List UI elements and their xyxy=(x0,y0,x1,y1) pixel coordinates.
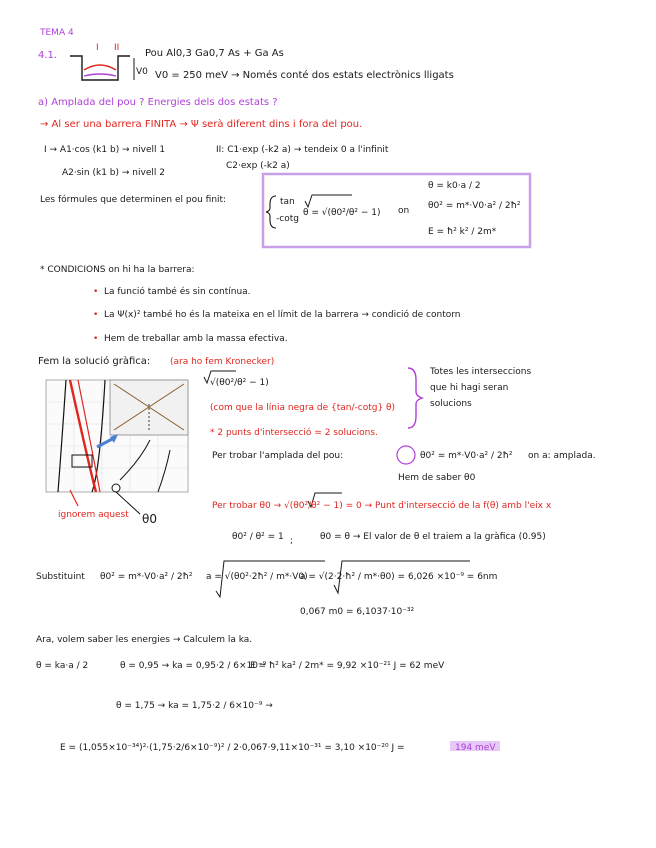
item-number: 4.1. xyxy=(38,50,58,61)
amplitude-tail: on a: amplada. xyxy=(528,451,596,461)
conditions-title: * CONDICIONS on hi ha la barrera: xyxy=(40,265,195,275)
side-brace xyxy=(408,368,422,428)
graphic-eq: √(θ0²/θ² − 1) xyxy=(210,378,269,388)
calc-a-result: a = √(2·2·ħ² / m*·θ0) = 6,026 ×10⁻⁹ = 6nm xyxy=(300,572,498,582)
well-label-2: II xyxy=(114,43,120,53)
energy-1: E = ħ² ka² / 2m* = 9,92 ×10⁻²¹ J = 62 meV xyxy=(250,661,445,671)
calc-equality: θ0 = θ → El valor de θ el traiem a la gràfica (0.95) xyxy=(320,532,546,542)
v0-label: V0 xyxy=(136,67,148,77)
calc-fraction: θ0² / θ² = 1 xyxy=(232,532,284,542)
energy-theta: θ = ka·a / 2 xyxy=(36,661,89,671)
find-theta0-line: Per trobar θ0 → √(θ0²/θ² − 1) = 0 → Punt d'intersecció de la f(θ) amb l'eix x xyxy=(212,501,552,511)
region1-b: A2·sin (k1 b) → nivell 2 xyxy=(62,168,165,178)
energy-2-result: 194 meV xyxy=(455,743,496,753)
question: a) Amplada del pou ? Energies dels dos estats ? xyxy=(38,97,278,108)
formula-theta0: θ0² = m*·V0·a² / 2ħ² xyxy=(428,201,521,211)
finite-barrier-note: → Al ser una barrera FINITA → Ψ serà diferent dins i fora del pou. xyxy=(40,119,363,130)
effective-mass: 0,067 m0 = 6,1037·10⁻³² xyxy=(300,607,415,617)
intro-line-2: V0 = 250 meV → Només conté dos estats electrònics lligats xyxy=(155,70,454,81)
region1-a: I → A1·cos (k1 b) → nivell 1 xyxy=(44,145,166,155)
condition-2: La Ψ(x)² també ho és la mateixa en el límit de la barrera → condició de contorn xyxy=(104,310,461,320)
page-title: TEMA 4 xyxy=(40,28,74,38)
amplitude-intro: Per trobar l'amplada del pou: xyxy=(212,451,344,461)
two-solutions: * 2 punts d'intersecció = 2 solucions. xyxy=(210,428,378,438)
theta-equation: θ = √(θ0²/θ² − 1) xyxy=(303,208,381,218)
well-label-1: I xyxy=(96,43,99,53)
formulas-intro: Les fórmules que determinen el pou finit: xyxy=(40,195,227,205)
condition-3: Hem de treballar amb la massa efectiva. xyxy=(104,334,288,344)
need-theta0: Hem de saber θ0 xyxy=(398,473,476,483)
graphic-title-red: (ara ho fem Kronecker) xyxy=(170,357,275,367)
region2-b: C2·exp (-k2 a) xyxy=(226,161,290,171)
intro-line-1: Pou Al0,3 Ga0,7 As + Ga As xyxy=(145,48,284,59)
theta0-circle xyxy=(397,446,415,464)
formula-energy: E = ħ² k² / 2m* xyxy=(428,227,497,237)
energy-ka-1: θ = 0,95 → ka = 0,95·2 / 6×10⁻⁹ xyxy=(120,661,267,671)
calc-a-expr: a = √(θ0²·2ħ² / m*·V0) xyxy=(206,572,308,582)
amplitude-eq: θ0² = m*·V0·a² / 2ħ² xyxy=(420,451,513,461)
potential-well-sketch xyxy=(70,56,134,80)
graphic-title: Fem la solució gràfica: xyxy=(38,356,151,367)
graphic-note-red: (com que la línia negra de {tan/-cotg} θ) xyxy=(210,403,396,413)
ignore-label: ignorem aquest xyxy=(58,510,129,520)
graphical-solution-plot xyxy=(46,380,188,492)
brace-cotg: -cotg xyxy=(276,214,299,224)
energy-2: E = (1,055×10⁻³⁴)²·(1,75·2/6×10⁻⁹)² / 2·0,067·9,11×10⁻³¹ = 3,10 ×10⁻²⁰ J = xyxy=(60,743,405,753)
theta0-label: θ0 xyxy=(142,512,157,526)
energies-intro: Ara, volem saber les energies → Calculem la ka. xyxy=(36,635,253,645)
side-note: Totes les interseccions que hi hagi seran solucions xyxy=(430,367,532,409)
brace-tan: tan xyxy=(280,197,295,207)
on-word: on xyxy=(398,206,410,216)
formula-theta: θ = k0·a / 2 xyxy=(428,181,481,191)
calc-theta0-sq: θ0² = m*·V0·a² / 2ħ² xyxy=(100,572,193,582)
substituting: Substituint xyxy=(36,572,85,582)
energy-ka-2: θ = 1,75 → ka = 1,75·2 / 6×10⁻⁹ → xyxy=(116,701,273,711)
condition-1: La funció també és sin contínua. xyxy=(104,287,251,297)
calc-semicolon: ; xyxy=(290,536,294,546)
region2-a: II: C1·exp (-k2 a) → tendeix 0 a l'infinit xyxy=(216,145,389,155)
